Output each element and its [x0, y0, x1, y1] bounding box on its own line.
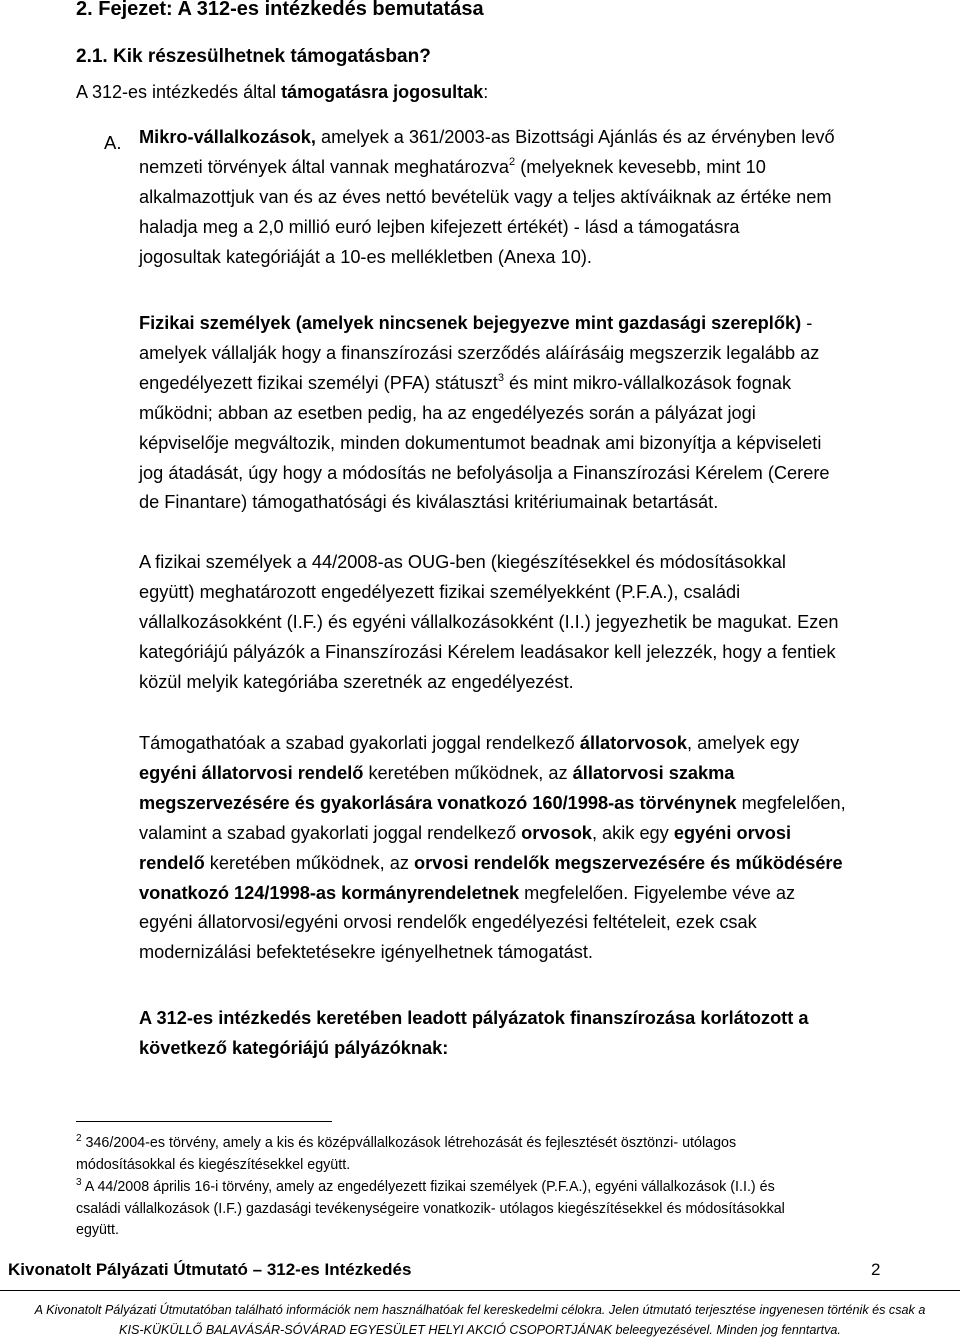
text: keretében működnek, az: [363, 762, 573, 783]
list-marker-a: A.: [104, 132, 122, 153]
text-line: [76, 1177, 896, 1199]
text: (melyeknek kevesebb, mint 10: [515, 156, 766, 177]
text-line: A fizikai személyek a 44/2008-as OUG-ben (kiegészítésekkel és módosításokkal: [139, 552, 786, 572]
text-line: haladja meg a 2,0 millió euró lejben kifejezett értékét) - lásd a támogatásra: [139, 216, 740, 237]
text: engedélyezett fizikai személyi (PFA) státuszt: [139, 372, 498, 393]
footnote-2: [76, 1133, 896, 1176]
text: megfelelően,: [736, 792, 846, 813]
text-line: módosításokkal és kiegészítésekkel együtt.: [76, 1156, 351, 1173]
paragraph-limited-financing: [139, 1004, 808, 1064]
text-line: [139, 369, 830, 399]
text-line: közül melyik kategóriába szeretnék az engedélyezést.: [139, 671, 574, 692]
text-line: [139, 789, 846, 819]
disclaimer-line-2: KIS-KÜKÜLLŐ BALAVÁSÁR-SÓVÁRAD EGYESÜLET HELYI AKCIÓ CSOPORTJÁNAK beleegyezésével. Minden jog fenntartva.: [119, 1323, 841, 1337]
text-line: egyéni állatorvosi/egyéni orvosi rendelők engedélyezési feltételeit, ezek csak: [139, 912, 757, 933]
text-line: [139, 123, 835, 153]
text: -: [801, 313, 813, 333]
text-line: képviselője megváltozik, minden dokumentumot beadnak ami bizonyítja a képviseleti: [139, 432, 822, 453]
text: keretében működnek, az: [204, 852, 414, 873]
chapter-heading: 2. Fejezet: A 312-es intézkedés bemutatása: [76, 0, 484, 20]
text: amelyek a 361/2003-as Bizottsági Ajánlás és az érvényben levő: [315, 127, 835, 147]
text-line: együtt) meghatározott engedélyezett fizikai személyekként (P.F.A.), családi: [139, 581, 741, 602]
text: nemzeti törvények által vannak meghatározva: [139, 156, 510, 177]
bold-text: rendelő: [139, 852, 205, 873]
intro-prefix: A 312-es intézkedés által: [76, 82, 282, 102]
text-line: működni; abban az esetben pedig, ha az engedélyezés során a pályázat jogi: [139, 402, 756, 423]
footer-title: Kivonatolt Pályázati Útmutató – 312-es Intézkedés: [8, 1260, 412, 1279]
text-line: jogosultak kategóriáját a 10-es mellékletben (Anexa 10).: [139, 246, 592, 267]
text: A 44/2008 április 16-i törvény, amely az engedélyezett fizikai személyek (P.F.A.), egyéni vállalkozások (I.I.) és: [81, 1179, 775, 1195]
paragraph-natural-persons: [139, 309, 830, 518]
text-line: modernizálási befektetésekre igényelhetnek támogatást.: [139, 942, 593, 963]
text-line: [139, 879, 846, 909]
intro-bold: támogatásra jogosultak: [281, 82, 484, 102]
paragraph-veterinarians-doctors: [139, 729, 846, 968]
text-line: [139, 729, 846, 759]
text-line: de Finantare) támogathatósági és kiválasztási kritériumainak betartását.: [139, 492, 719, 513]
bold-text: megszervezésére és gyakorlására vonatkozó 160/1998-as törvénynek: [139, 792, 737, 813]
text-line: [139, 309, 830, 339]
text-line: [139, 819, 846, 849]
footnote-3: [76, 1177, 896, 1242]
bold-text: egyéni állatorvosi rendelő: [139, 762, 364, 783]
footer-separator: [0, 1290, 960, 1291]
text-line: [139, 153, 835, 183]
text: valamint a szabad gyakorlati joggal rendelkező: [139, 822, 522, 843]
footnote-ref-3[interactable]: 3: [497, 371, 504, 384]
disclaimer-line-1: A Kivonatolt Pályázati Útmutatóban található információk nem használhatóak fel kereskedelmi célokra. Jelen útmutató terjesztése ingyenesen történik és csak a: [34, 1303, 926, 1317]
text-line: amelyek vállalják hogy a finanszírozási szerződés aláírásáig megszerzik legalább az: [139, 342, 820, 363]
bold-text: orvosok: [521, 822, 592, 843]
footnote-number: 2: [76, 1133, 82, 1144]
text: és mint mikro-vállalkozások fognak: [503, 372, 792, 393]
footnote-number: 3: [76, 1177, 82, 1188]
text-line: kategóriájú pályázók a Finanszírozási Kérelem leadásakor kell jelezzék, hogy a fentiek: [139, 641, 836, 662]
text-line: A 312-es intézkedés keretében leadott pályázatok finanszírozása korlátozott a: [139, 1008, 809, 1028]
text-line: családi vállalkozások (I.F.) gazdasági tevékenységeire vonatkozik- utólagos kiegészítésekkel és módosításokkal: [76, 1200, 785, 1217]
bold-text: vonatkozó 124/1998-as kormányrendeletnek: [139, 882, 520, 903]
bold-text: orvosi rendelők megszervezésére és működésére: [413, 852, 843, 873]
text: , akik egy: [591, 822, 674, 843]
intro-suffix: :: [483, 82, 489, 102]
text-line: [139, 849, 846, 879]
paragraph-registration: [139, 548, 839, 698]
bold-text: állatorvosi szakma: [572, 762, 735, 783]
bold-text: egyéni orvosi: [673, 822, 792, 843]
text-line: [76, 1133, 896, 1155]
footnote-separator: [76, 1121, 332, 1122]
bold-text: Fizikai személyek (amelyek nincsenek bejegyezve mint gazdasági szereplők): [139, 313, 802, 333]
text-line: következő kategóriájú pályázóknak:: [139, 1037, 449, 1058]
page-number: 2: [871, 1260, 881, 1279]
paragraph-microenterprises: [139, 123, 835, 273]
text: 346/2004-es törvény, amely a kis és középvállalkozások létrehozását és fejlesztését ösztönzi- utólagos: [81, 1135, 737, 1151]
text: Támogathatóak a szabad gyakorlati joggal rendelkező: [139, 733, 580, 753]
text-line: [139, 759, 846, 789]
text: megfelelően. Figyelembe véve az: [519, 882, 796, 903]
section-heading: 2.1. Kik részesülhetnek támogatásban?: [76, 46, 431, 67]
text-line: jog átadását, úgy hogy a módosítás ne befolyásolja a Finanszírozási Kérelem (Cerere: [139, 462, 830, 483]
intro-line: [76, 82, 488, 103]
text-line: együtt.: [76, 1222, 119, 1238]
bold-text: állatorvosok: [579, 733, 687, 753]
text: , amelyek egy: [686, 733, 800, 753]
text-line: alkalmazottjuk van és az éves nettó bevételük vagy a teljes aktíváiknak az értéke nem: [139, 186, 832, 207]
text-line: vállalkozásokként (I.F.) és egyéni vállalkozásokként (I.I.) jegyezhetik be magukat. Ezen: [139, 611, 839, 632]
footnote-ref-2[interactable]: 2: [509, 155, 516, 168]
bold-text: Mikro-vállalkozások,: [139, 127, 316, 147]
